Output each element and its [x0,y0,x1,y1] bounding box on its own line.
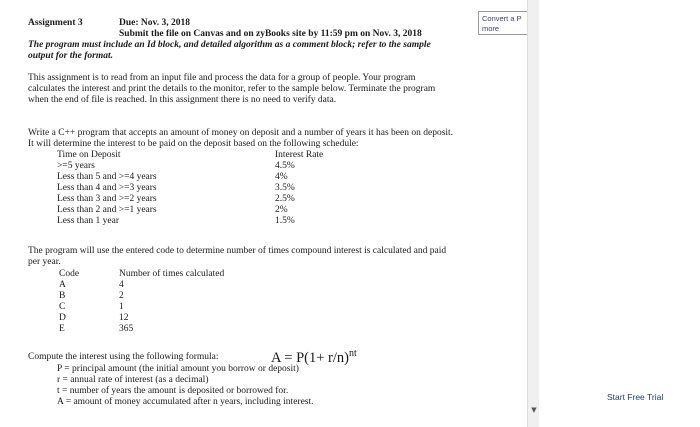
start-free-trial-link[interactable]: Start Free Trial [607,392,664,402]
task-line2: It will determine the interest to be paid on the deposit based on the following schedule: [28,139,359,149]
formula-exponent: nt [348,348,357,359]
rate-table-header-rate: Interest Rate [275,150,324,160]
rate-row-period: Less than 4 and >=3 years [57,183,157,193]
intro-line3: when the end of file is reached. In this assignment there is no need to verify data. [28,95,337,105]
document-scrollbar[interactable] [527,0,539,427]
formula-definition-p: P = principal amount (the initial amount you borrow or deposit) [57,364,299,374]
task-line1: Write a C++ program that accepts an amount of money on deposit and a number of years it has been on deposit. [28,128,454,138]
code-row-times: 1 [119,302,124,312]
rate-row-value: 3.5% [275,183,295,193]
code-row-times: 365 [119,324,134,334]
formula-definition-r: r = annual rate of interest (as a decimal) [57,375,209,385]
rate-table-header-time: Time on Deposit [57,150,121,160]
code-table-header-times: Number of times calculated [119,269,225,279]
right-sidebar [539,0,700,427]
intro-line2: calculates the interest and print the details to the monitor, refer to the sample below. Terminate the program [28,84,436,94]
convert-promo-line2: more [482,23,500,33]
compound-line1: The program will use the entered code to determine number of times compound interest is calculated and paid [28,246,447,256]
format-note-line1: The program must include an Id block, and detailed algorithm as a comment block; refer to the sample [28,40,431,50]
rate-row-value: 1.5% [275,216,295,226]
intro-line1: This assignment is to read from an input file and process the data for a group of people. Your program [28,73,416,83]
formula-intro: Compute the interest using the following formula: [28,352,219,362]
code-row-code: C [59,302,66,312]
code-row-times: 4 [119,280,124,290]
code-row-code: A [59,280,66,290]
code-table-header-code: Code [59,269,80,279]
convert-promo-line1: Convert a P [482,14,522,23]
formula-definition-a: A = amount of money accumulated after n years, including interest. [57,397,314,407]
rate-row-value: 4% [275,172,288,182]
rate-row-value: 2.5% [275,194,295,204]
rate-row-period: Less than 5 and >=4 years [57,172,157,182]
code-row-times: 2 [119,291,124,301]
code-row-code: E [59,324,65,334]
rate-row-period: >=5 years [57,161,95,171]
due-date: Due: Nov. 3, 2018 [119,18,190,28]
compound-interest-formula [271,346,357,366]
rate-row-period: Less than 1 year [57,216,119,226]
compound-line2: per year. [28,257,61,267]
rate-row-period: Less than 2 and >=1 years [57,205,157,215]
rate-row-value: 2% [275,205,288,215]
code-row-code: B [59,291,66,301]
assignment-title: Assignment 3 [28,18,83,28]
format-note-line2: output for the format. [28,51,113,61]
chevron-down-icon[interactable]: ▼ [531,406,537,414]
formula-definition-t: t = number of years the amount is deposited or borrowed for. [57,386,289,396]
rate-row-period: Less than 3 and >=2 years [57,194,157,204]
submission-instructions: Submit the file on Canvas and on zyBooks site by 11:59 pm on Nov. 3, 2018 [119,29,422,39]
formula-expression: A = P(1+ r/n) [271,350,349,366]
code-row-code: D [59,313,66,323]
rate-row-value: 4.5% [275,161,295,171]
code-row-times: 12 [119,313,129,323]
